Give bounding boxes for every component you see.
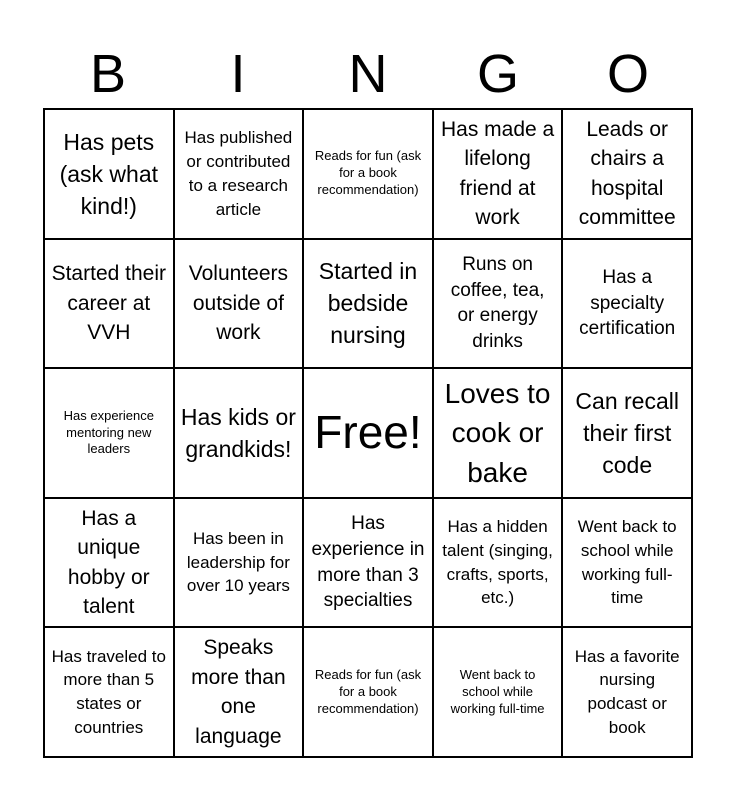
bingo-cell[interactable]: [433, 498, 563, 628]
cell-text: Can recall their first code: [575, 387, 679, 479]
bingo-cell[interactable]: [44, 498, 174, 628]
cell-text: Started in bedside nursing: [318, 258, 418, 349]
cell-text: Started their career at VVH: [51, 262, 166, 345]
cell-text: Has been in leadership for over 10 years: [186, 528, 290, 596]
bingo-cell[interactable]: [562, 627, 692, 757]
cell-text: Has published or contributed to a research article: [184, 128, 293, 219]
cell-text: Has experience in more than 3 specialties: [311, 513, 425, 612]
header-letter-g: G: [476, 44, 519, 104]
header-letter-b: B: [89, 44, 127, 104]
cell-text: Reads for fun (ask for a book recommendation): [314, 148, 422, 198]
bingo-cell[interactable]: [433, 368, 563, 498]
cell-text: Loves to cook or bake: [444, 378, 551, 488]
bingo-cell[interactable]: [44, 239, 174, 369]
bingo-cell[interactable]: [174, 239, 304, 369]
cell-text: Has made a lifelong friend at work: [440, 118, 555, 230]
bingo-cell[interactable]: [303, 627, 433, 757]
cell-text: Has experience mentoring new leaders: [63, 407, 154, 457]
header-letter-n: N: [348, 44, 388, 104]
bingo-cell[interactable]: [562, 368, 692, 498]
cell-text: Has traveled to more than 5 states or countries: [51, 646, 166, 737]
free-space-text: Free!: [314, 406, 422, 459]
bingo-cell[interactable]: [433, 239, 563, 369]
bingo-cell[interactable]: [44, 368, 174, 498]
bingo-cell[interactable]: [303, 109, 433, 239]
cell-text: Has kids or grandkids!: [180, 403, 296, 462]
cell-text: Went back to school while working full-time: [577, 517, 677, 608]
bingo-cell[interactable]: [303, 239, 433, 369]
bingo-cell[interactable]: [174, 627, 304, 757]
cell-text: Has a favorite nursing podcast or book: [574, 646, 680, 737]
bingo-cell[interactable]: [433, 109, 563, 239]
cell-text: Has a unique hobby or talent: [67, 506, 150, 618]
bingo-cell[interactable]: [562, 109, 692, 239]
cell-text: Leads or chairs a hospital committee: [578, 118, 676, 230]
bingo-cell[interactable]: [174, 498, 304, 628]
bingo-cell[interactable]: [44, 627, 174, 757]
bingo-cell[interactable]: [174, 109, 304, 239]
cell-text: Has pets (ask what kind!): [59, 128, 159, 219]
bingo-cell[interactable]: [174, 368, 304, 498]
bingo-cell[interactable]: [44, 109, 174, 239]
bingo-free-cell[interactable]: [303, 368, 433, 498]
cell-text: Reads for fun (ask for a book recommendation): [314, 666, 422, 716]
cell-text: Runs on coffee, tea, or energy drinks: [450, 254, 545, 353]
bingo-grid: [43, 108, 693, 758]
bingo-header: [43, 40, 693, 108]
cell-text: Has a specialty certification: [579, 266, 676, 340]
header-letter-o: O: [606, 44, 649, 104]
cell-text: Speaks more than one language: [191, 636, 286, 748]
bingo-cell[interactable]: [303, 498, 433, 628]
cell-text: Went back to school while working full-time: [450, 666, 545, 716]
bingo-cell[interactable]: [562, 239, 692, 369]
header-letter-i: I: [230, 44, 246, 104]
cell-text: Volunteers outside of work: [188, 262, 289, 345]
bingo-cell[interactable]: [562, 498, 692, 628]
bingo-cell[interactable]: [433, 627, 563, 757]
cell-text: Has a hidden talent (singing, crafts, sports, etc.): [442, 517, 553, 608]
